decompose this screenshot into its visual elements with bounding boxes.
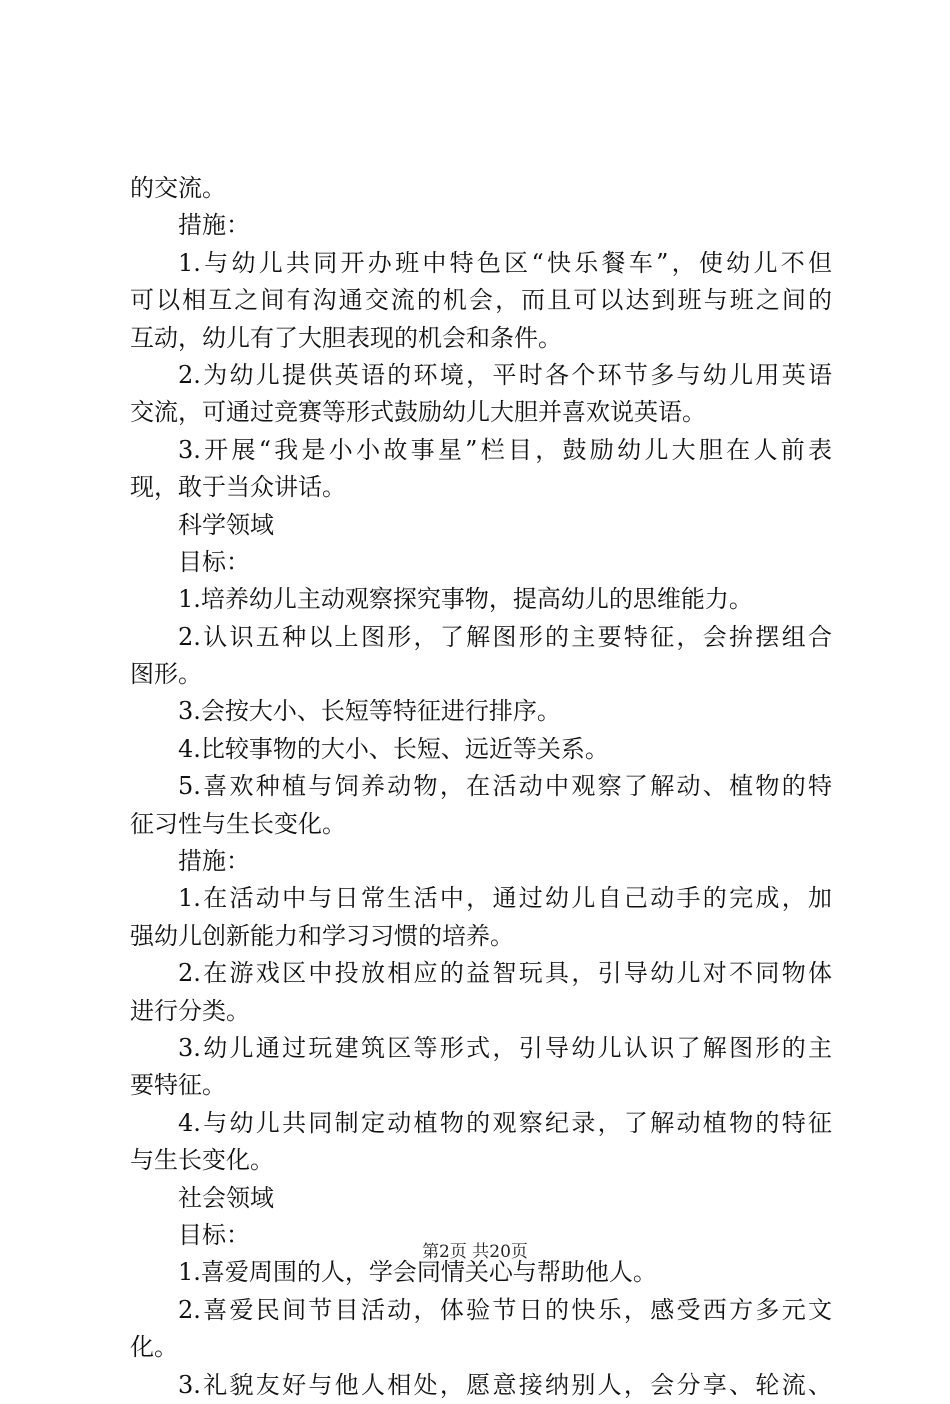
page-footer: 第2页 共20页 xyxy=(422,1242,528,1262)
text-line: 1.与幼儿共同开办班中特色区“快乐餐车”，使幼儿不但 xyxy=(178,248,832,277)
text-line: 社会领域 xyxy=(178,1183,274,1212)
text-line: 措施： xyxy=(178,211,250,240)
text-line: 2.在游戏区中投放相应的益智玩具，引导幼儿对不同物体 xyxy=(178,959,832,988)
text-line: 互动，幼儿有了大胆表现的机会和条件。 xyxy=(130,323,562,352)
text-line: 措施： xyxy=(178,847,250,876)
text-line: 要特征。 xyxy=(130,1071,226,1100)
text-line: 现，敢于当众讲话。 xyxy=(130,473,346,502)
text-line: 与生长变化。 xyxy=(130,1146,274,1175)
text-line: 目标： xyxy=(178,1220,250,1249)
text-line: 征习性与生长变化。 xyxy=(130,809,346,838)
text-line: 强幼儿创新能力和学习习惯的培养。 xyxy=(130,921,514,950)
text-line: 4.比较事物的大小、长短、远近等关系。 xyxy=(178,734,609,763)
text-line: 1.培养幼儿主动观察探究事物，提高幼儿的思维能力。 xyxy=(178,585,753,614)
text-line: 进行分类。 xyxy=(130,996,250,1025)
text-line: 目标： xyxy=(178,547,250,576)
text-line: 化。 xyxy=(130,1333,178,1362)
text-line: 2.喜爱民间节目活动，体验节日的快乐，感受西方多元文 xyxy=(178,1295,832,1324)
text-line: 交流，可通过竞赛等形式鼓励幼儿大胆并喜欢说英语。 xyxy=(130,398,706,427)
text-line: 4.与幼儿共同制定动植物的观察纪录，了解动植物的特征 xyxy=(178,1108,832,1137)
text-line: 3.开展“我是小小故事星”栏目，鼓励幼儿大胆在人前表 xyxy=(178,435,832,464)
text-line: 2.认识五种以上图形，了解图形的主要特征，会拚摆组合 xyxy=(178,622,832,651)
text-line: 2.为幼儿提供英语的环境，平时各个环节多与幼儿用英语 xyxy=(178,360,832,389)
text-line: 3.幼儿通过玩建筑区等形式，引导幼儿认识了解图形的主 xyxy=(178,1033,832,1062)
text-line: 可以相互之间有沟通交流的机会，而且可以达到班与班之间的 xyxy=(130,286,832,315)
text-line: 3.礼貌友好与他人相处，愿意接纳别人，会分享、轮流、 xyxy=(178,1370,832,1399)
text-line: 科学领域 xyxy=(178,510,274,539)
document-body xyxy=(130,170,832,1404)
text-line: 3.会按大小、长短等特征进行排序。 xyxy=(178,697,561,726)
text-line: 的交流。 xyxy=(130,174,226,202)
text-line: 1.在活动中与日常生活中，通过幼儿自己动手的完成，加 xyxy=(178,884,832,913)
text-line: 5.喜欢种植与饲养动物，在活动中观察了解动、植物的特 xyxy=(178,772,832,801)
text-line: 1.喜爱周围的人，学会同情关心与帮助他人。 xyxy=(178,1258,657,1287)
text-line: 图形。 xyxy=(130,660,202,689)
